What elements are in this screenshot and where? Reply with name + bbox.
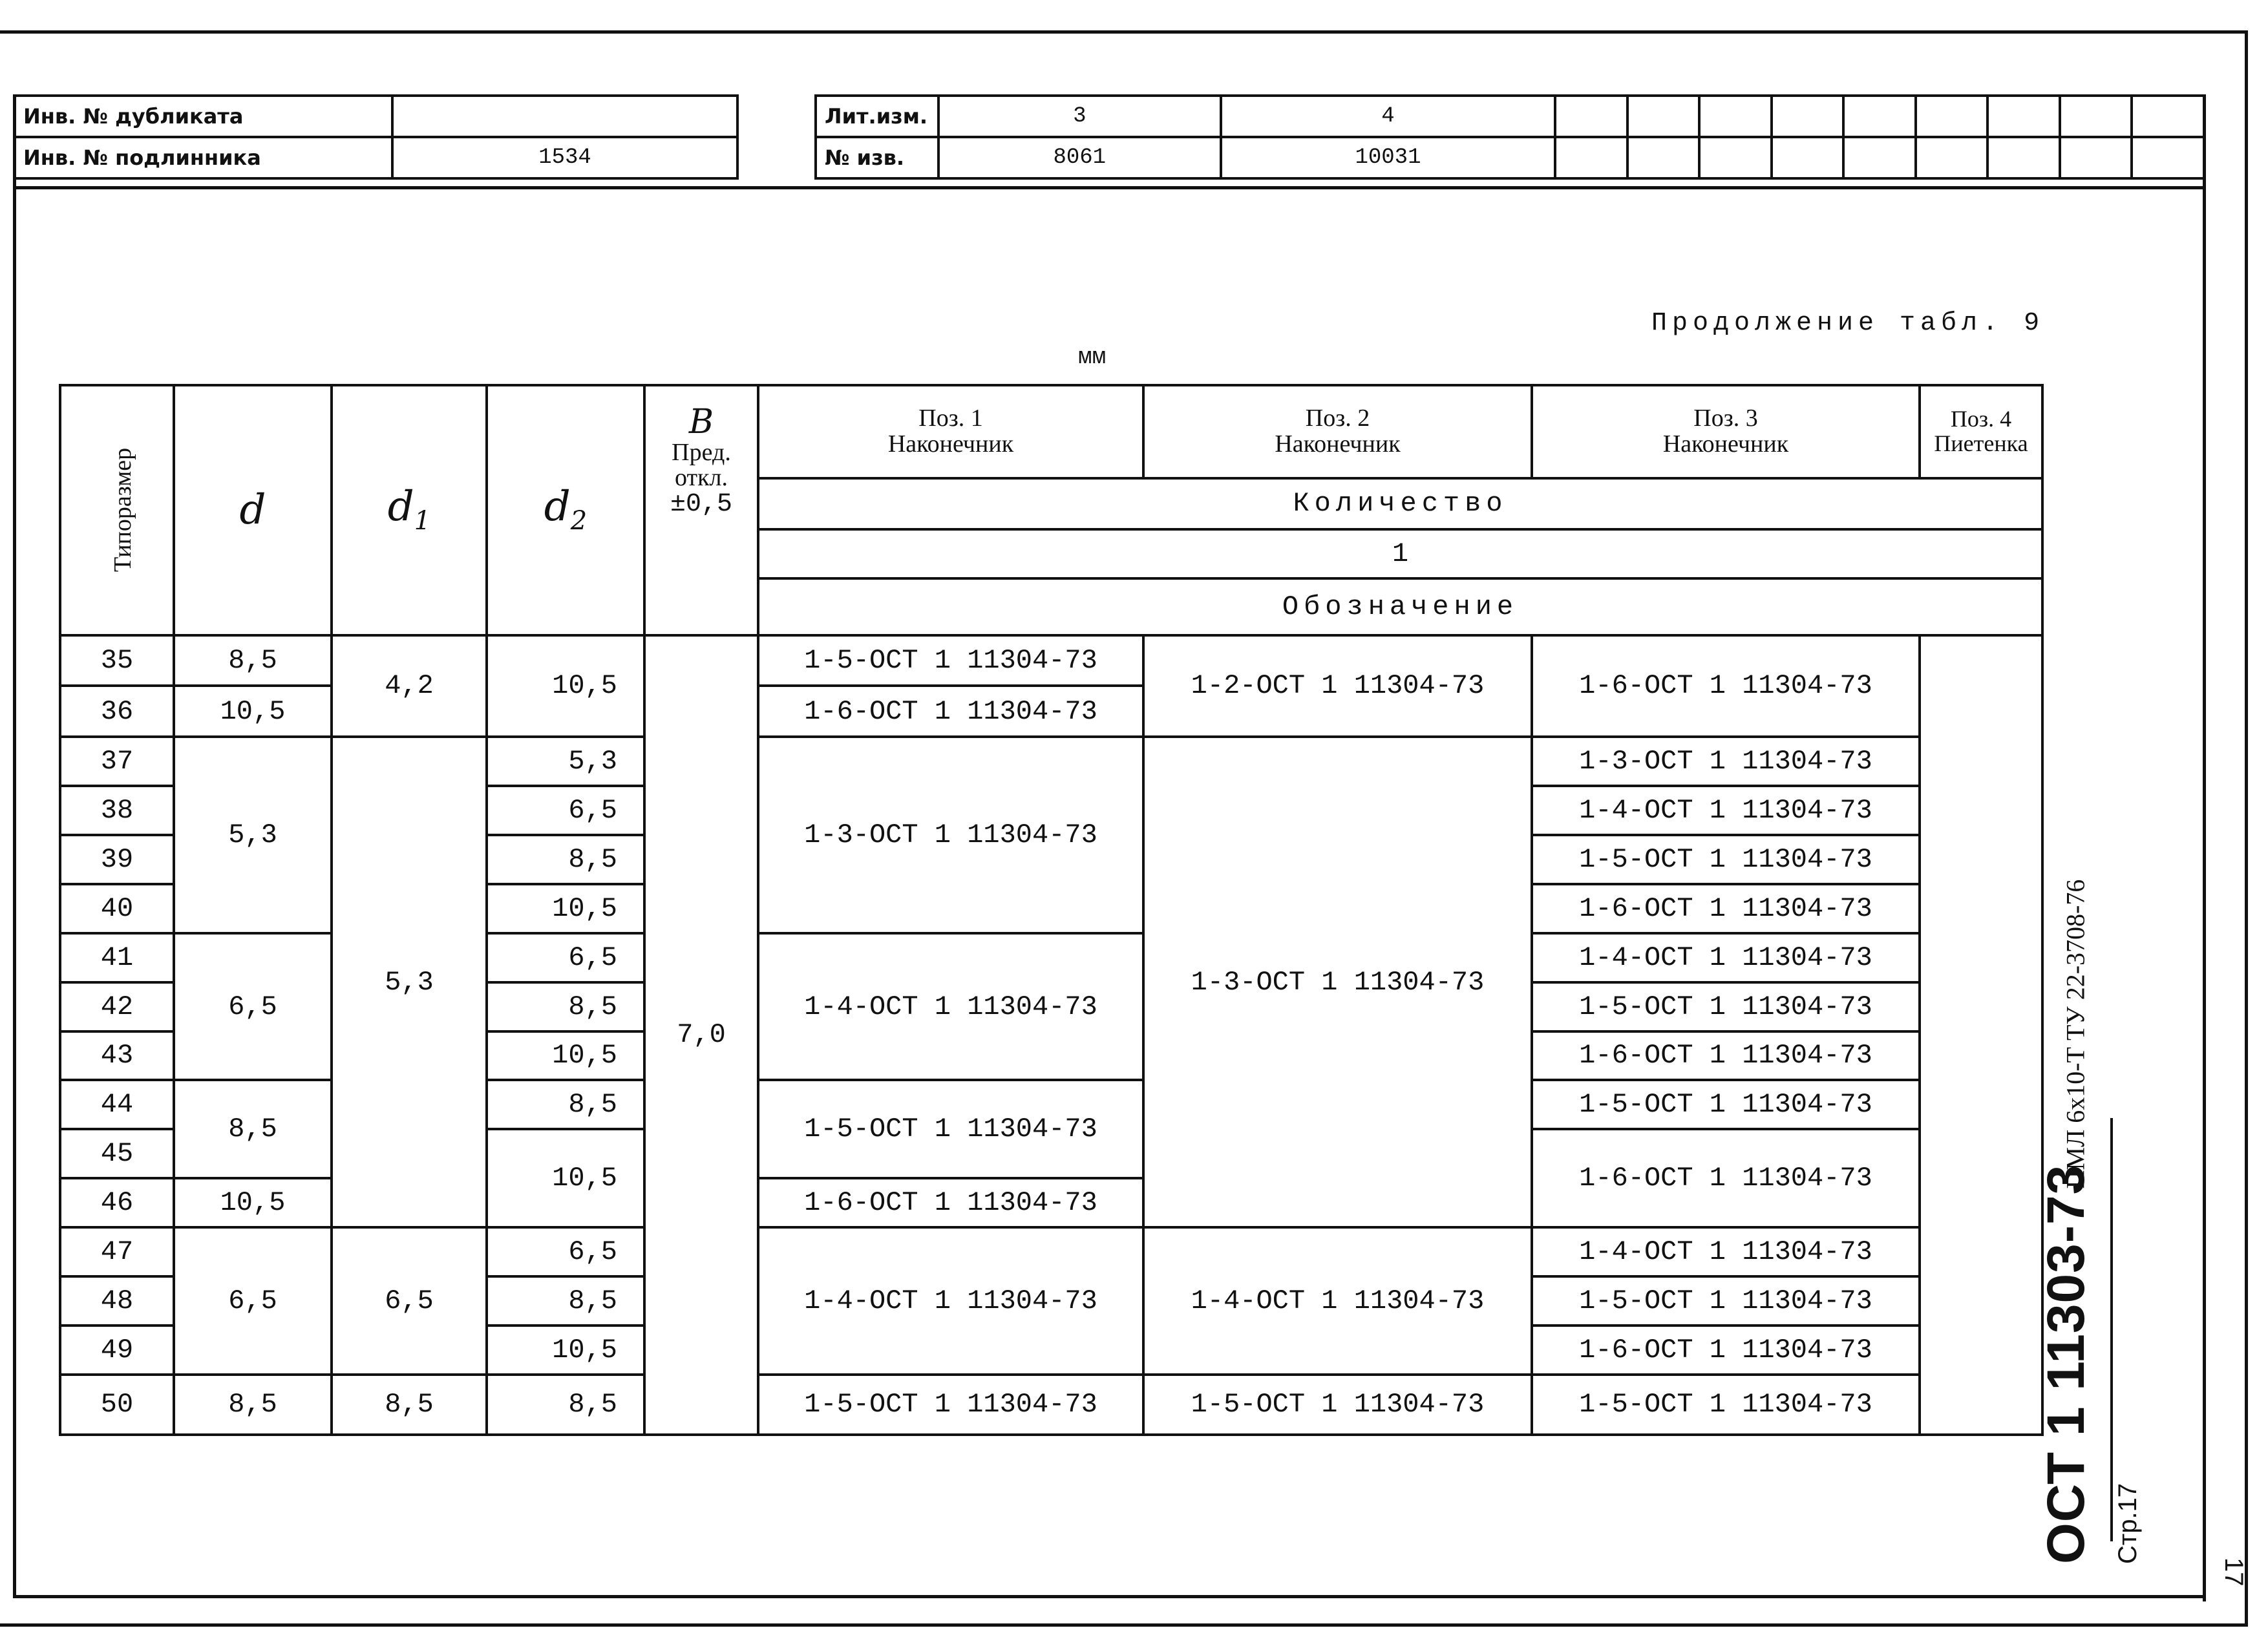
original-inventory-value: 1534 [392,137,737,178]
quantity-header: Количество [758,478,2042,529]
d2-header [487,385,644,635]
notice-number-cell: 10031 [1221,137,1556,178]
d2-cell: 8,5 [487,1276,644,1326]
revision-letter-cell [1987,96,2060,137]
size-cell: 48 [60,1276,174,1326]
notice-number-cell [1627,137,1700,178]
pos1-number: Поз. 1 [918,404,983,432]
header-row [60,385,2042,478]
original-inventory-label: Инв. № подлинника [14,137,392,178]
pos2-cell: 1-4-ОСТ 1 11304-73 [1143,1227,1532,1375]
pos1-cell: 1-5-ОСТ 1 11304-73 [758,1375,1143,1435]
size-cell: 43 [60,1031,174,1081]
inner-frame-left-line [13,94,16,1598]
pos4-designation: ПМЛ 6х10-Т ТУ 22-3708-76 [2061,879,2090,1189]
notice-number-label: № изв. [816,137,938,178]
pos1-cell: 1-3-ОСТ 1 11304-73 [758,737,1143,933]
frame-right-line [2245,30,2248,1627]
size-cell: 50 [60,1375,174,1435]
size-cell: 35 [60,635,174,686]
notice-number-cell [1987,137,2060,178]
pos3-cell: 1-5-ОСТ 1 11304-73 [1532,1276,1920,1326]
duplicate-inventory-value [392,96,737,137]
revision-letter-cell [1772,96,1844,137]
size-cell: 44 [60,1080,174,1129]
frame-bottom-line [0,1623,2248,1627]
d2-cell: 8,5 [487,1375,644,1435]
notice-number-cell [1772,137,1844,178]
revision-letter-label: Лит.изм. [816,96,938,137]
d2-symbol: $d_2$ [544,483,588,536]
d-cell: 8,5 [174,635,332,686]
d-cell: 8,5 [174,1080,332,1178]
b-tolerance-note: Пред. [672,438,731,466]
stamp-row [816,137,2204,178]
d2-cell: 10,5 [487,884,644,933]
pos3-cell: 1-4-ОСТ 1 11304-73 [1532,933,1920,982]
revision-stamp [814,94,2205,180]
size-cell: 36 [60,686,174,737]
d-cell: 8,5 [174,1375,332,1435]
d1-symbol: $d_1$ [387,483,431,536]
pos1-cell: 1-5-ОСТ 1 11304-73 [758,1080,1143,1178]
table-row [60,737,2042,786]
revision-letter-cell [1555,96,1627,137]
inner-frame-right-line [2203,94,2206,1601]
duplicate-inventory-label: Инв. № дубликата [14,96,392,137]
d1-header [332,385,487,635]
notice-number-cell [1843,137,1916,178]
revision-letter-cell [1627,96,1700,137]
d2-cell: 10,5 [487,1326,644,1375]
pos3-number: Поз. 3 [1693,404,1758,432]
pos1-cell: 1-6-ОСТ 1 11304-73 [758,686,1143,737]
pos3-cell: 1-6-ОСТ 1 11304-73 [1532,1326,1920,1375]
pos2-cell: 1-3-ОСТ 1 11304-73 [1143,737,1532,1227]
d2-cell: 8,5 [487,1080,644,1129]
code-underline [2110,1118,2113,1541]
size-cell: 40 [60,884,174,933]
pos4-header [1920,385,2042,478]
d-cell: 6,5 [174,933,332,1081]
d-cell: 6,5 [174,1227,332,1375]
size-cell: 38 [60,786,174,835]
pos3-cell: 1-5-ОСТ 1 11304-73 [1532,982,1920,1031]
d2-cell: 10,5 [487,1031,644,1081]
sheet-number-block [2209,1558,2248,1609]
b-header [644,385,758,635]
pos1-cell: 1-5-ОСТ 1 11304-73 [758,635,1143,686]
size-cell: 42 [60,982,174,1031]
pos3-cell: 1-3-ОСТ 1 11304-73 [1532,737,1920,786]
document-code: ОСТ 1 11303-73 [2037,1164,2095,1564]
d-cell: 10,5 [174,1178,332,1227]
notice-number-cell [2060,137,2132,178]
revision-letter-cell [1699,96,1772,137]
d2-cell: 5,3 [487,737,644,786]
pos3-cell: 1-5-ОСТ 1 11304-73 [1532,1375,1920,1435]
inner-frame-top-line [13,186,2205,189]
pos3-cell: 1-4-ОСТ 1 11304-73 [1532,1227,1920,1276]
size-cell: 49 [60,1326,174,1375]
revision-letter-cell [2060,96,2132,137]
pos1-header [758,385,1143,478]
d2-cell: 10,5 [487,1129,644,1227]
d1-cell: 5,3 [332,737,487,1227]
d2-cell: 8,5 [487,982,644,1031]
size-cell: 41 [60,933,174,982]
notice-number-cell [1699,137,1772,178]
quantity-value: 1 [758,529,2042,579]
d2-cell: 6,5 [487,933,644,982]
pos3-cell: 1-6-ОСТ 1 11304-73 [1532,884,1920,933]
type-size-label: Типоразмер [109,448,137,573]
revision-letter-cell [1843,96,1916,137]
pos1-name: Наконечник [887,430,1014,458]
pos1-cell: 1-4-ОСТ 1 11304-73 [758,933,1143,1081]
d-cell: 5,3 [174,737,332,933]
notice-number-cell [2132,137,2204,178]
d1-cell: 4,2 [332,635,487,737]
type-size-header [60,385,174,635]
notice-number-cell: 8061 [938,137,1221,178]
revision-letter-cell: 3 [938,96,1221,137]
revision-letter-cell [1916,96,1988,137]
pos1-cell: 1-4-ОСТ 1 11304-73 [758,1227,1143,1375]
pos3-cell: 1-5-ОСТ 1 11304-73 [1532,835,1920,884]
table-row [60,1227,2042,1276]
pos2-number: Поз. 2 [1305,404,1370,432]
pos3-cell: 1-6-ОСТ 1 11304-73 [1532,1031,1920,1081]
pos2-name: Наконечник [1275,430,1401,458]
pos2-cell: 1-5-ОСТ 1 11304-73 [1143,1375,1532,1435]
inventory-stamp [13,94,739,180]
size-cell: 46 [60,1178,174,1227]
revision-letter-cell: 4 [1221,96,1556,137]
stamp-row [816,96,2204,137]
pos4-name: Пиетенка [1934,430,2028,456]
pos3-cell: 1-6-ОСТ 1 11304-73 [1532,635,1920,737]
d-header [174,385,332,635]
pos1-cell: 1-6-ОСТ 1 11304-73 [758,1178,1143,1227]
pos2-cell: 1-2-ОСТ 1 11304-73 [1143,635,1532,737]
pos3-header [1532,385,1920,478]
d2-cell: 6,5 [487,1227,644,1276]
units-label: мм [1078,344,1107,370]
size-cell: 39 [60,835,174,884]
page-label-block [2114,1435,2152,1564]
page-label: Стр.17 [2114,1483,2142,1564]
d-symbol: d [239,485,266,534]
pos3-name: Наконечник [1662,430,1789,458]
b-tolerance-note: откл. [674,464,728,492]
d-cell: 10,5 [174,686,332,737]
revision-letter-cell [2132,96,2204,137]
stamp-row [14,96,737,137]
notice-number-cell [1916,137,1988,178]
table-row [60,635,2042,686]
size-cell: 47 [60,1227,174,1276]
pos4-number: Поз. 4 [1950,406,2012,432]
size-cell: 45 [60,1129,174,1178]
d2-cell: 6,5 [487,786,644,835]
inner-frame-bottom-line [13,1595,2205,1598]
table-caption: Продолжение табл. 9 [1651,309,2045,338]
b-cell: 7,0 [644,635,758,1435]
sheet-number: 17 [2220,1558,2248,1587]
pos3-cell: 1-5-ОСТ 1 11304-73 [1532,1080,1920,1129]
stamp-row [14,137,737,178]
d1-cell: 6,5 [332,1227,487,1375]
table-row [60,1375,2042,1435]
designation-header: Обозначение [758,578,2042,635]
b-symbol: B [688,403,714,441]
notice-number-cell [1555,137,1627,178]
d1-cell: 8,5 [332,1375,487,1435]
d2-cell: 10,5 [487,635,644,737]
b-tolerance-value: ±0,5 [670,490,732,520]
frame-top-line [0,30,2248,34]
pos2-header [1143,385,1532,478]
pos3-cell: 1-4-ОСТ 1 11304-73 [1532,786,1920,835]
size-cell: 37 [60,737,174,786]
document-code-block [2036,1125,2107,1564]
d2-cell: 8,5 [487,835,644,884]
pos3-cell: 1-6-ОСТ 1 11304-73 [1532,1129,1920,1227]
